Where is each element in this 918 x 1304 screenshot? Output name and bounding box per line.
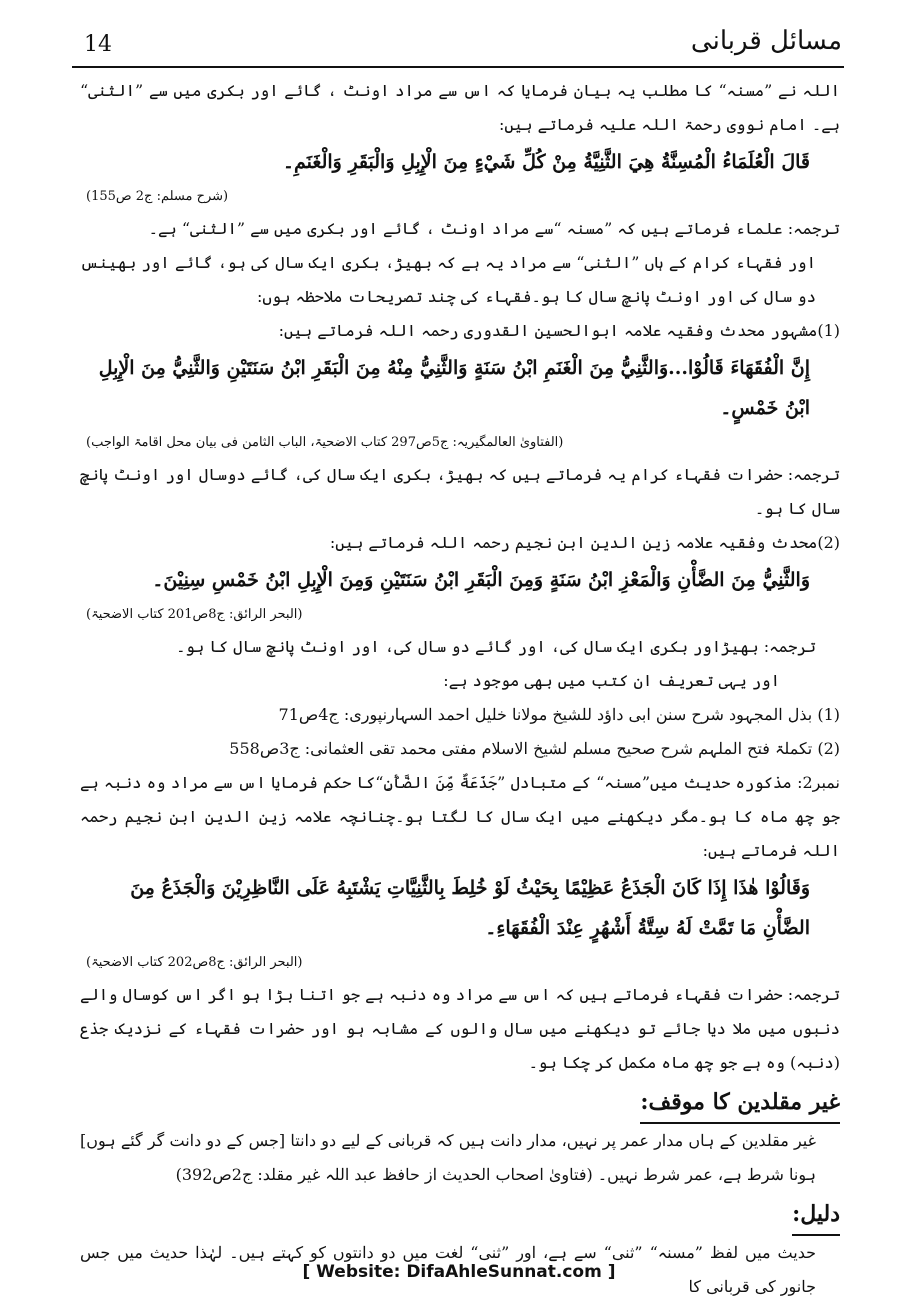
arabic-quote: وَقَالُوْا هٰذَا إِذَا كَانَ الْجَذَعُ عَظِيْمًا بِحَيْثُ لَوْ خُلِطَ بِالثَّنِيَّاتِ يَشْتَبِهُ عَلَى النَّاظِرِيْنَ وَالْجَذَعُ مِنَ الضَّأْنِ مَا تَمَّتْ لَهُ سِتَّةُ أَشْهُرٍ عِنْدَ الْفُقَهَاءِ۔ bbox=[130, 877, 810, 939]
paragraph: ترجمہ: علماء فرماتے ہیں کہ ”مسنہ “سے مراد اونٹ ، گائے اور بکری میں سے ”الثنی“ ہے۔ bbox=[148, 219, 840, 238]
reference: (البحر الرائق: ج8ص201 کتاب الاضحیۃ) bbox=[86, 607, 303, 622]
paragraph: ترجمہ: بھیڑاور بکری ایک سال کی، اور گائے دو سال کی، اور اونٹ پانچ سال کا ہو۔ bbox=[176, 637, 816, 656]
header-divider bbox=[72, 66, 844, 68]
section-heading: دلیل: bbox=[792, 1194, 840, 1236]
paragraph: (1)مشہور محدث وفقیہ علامہ ابوالحسین القدوری رحمہ اللہ فرماتے ہیں: bbox=[278, 321, 840, 340]
page-number: 14 bbox=[84, 32, 112, 57]
paragraph: اللہ نے ”مسنہ“ کا مطلب یہ بیان فرمایا کہ اس سے مراد اونٹ ، گائے اور بکری میں سے ”الثنی“ ہے۔ امام نووی رحمۃ اللہ علیہ فرماتے ہیں: bbox=[80, 81, 840, 134]
paragraph: (2)محدث وفقیہ علامہ زین الدین ابن نجیم رحمہ اللہ فرماتے ہیں: bbox=[329, 533, 840, 552]
section-heading: غیر مقلدین کا موقف: bbox=[640, 1082, 840, 1124]
reference: (الفتاویٰ العالمگیریہ: ج5ص297 کتاب الاضحیۃ، الباب الثامن فی بیان محل اقامۃ الواجب) bbox=[86, 435, 564, 450]
paragraph: حدیث میں لفظ ”مسنہ“ ”ثنی“ سے ہے، اور ”ثنی“ لغت میں دو دانتوں کو کہتے ہیں۔ لہٰذا حدیث میں جس جانور کی قربانی کا bbox=[80, 1243, 816, 1296]
page-header bbox=[72, 22, 844, 62]
section-heading-wrap bbox=[80, 1192, 840, 1236]
list-item: (1) بذل المجہود شرح سنن ابی داؤد للشیخ مولانا خلیل احمد السہارنپوری: ج4ص71 bbox=[278, 705, 840, 724]
page-body bbox=[80, 74, 840, 1304]
arabic-quote: وَالثَّنِيُّ مِنَ الضَّأْنِ وَالْمَعْزِ ابْنُ سَنَةٍ وَمِنَ الْبَقَرِ ابْنُ سَنَتَيْنِ وَمِنَ الْإِبِلِ ابْنُ خَمْسِ سِنِيْنَ۔ bbox=[152, 569, 810, 591]
arabic-quote: قَالَ الْعُلَمَاءُ الْمُسِنَّةُ هِيَ الثَّنِيَّةُ مِنْ كُلِّ شَيْءٍ مِنَ الْإِبِلِ وَالْبَقَرِ وَالْغَنَمِ۔ bbox=[282, 151, 810, 173]
paragraph: نمبر2: مذکورہ حدیث میں”مسنہ“ کے متبادل ”جَذَعَةٌ مِّنَ الضَّأْنِ“کا حکم فرمایا اس سے مراد وہ دنبہ ہے جو چھ ماہ کا ہو۔مگر دیکھنے میں ایک سال کا لگتا ہو۔چنانچہ علامہ زین الدین ابن نجیم رحمہ اللہ فرماتے ہیں: bbox=[80, 773, 840, 860]
reference: (البحر الرائق: ج8ص202 کتاب الاضحیۃ) bbox=[86, 955, 303, 970]
website-footer: [ Website: DifaAhleSunnat.com ] bbox=[302, 1262, 616, 1282]
section-heading-wrap bbox=[80, 1080, 840, 1124]
paragraph: ترجمہ: حضرات فقہاء کرام یہ فرماتے ہیں کہ بھیڑ، بکری ایک سال کی، گائے دوسال اور اونٹ پانچ سال کا ہو۔ bbox=[80, 465, 840, 518]
paragraph: اور یہی تعریف ان کتب میں بھی موجود ہے: bbox=[443, 671, 780, 690]
arabic-quote: إِنَّ الْفُقَهَاءَ قَالُوْا...وَالثَّنِيُّ مِنَ الْغَنَمِ ابْنُ سَنَةٍ وَالثَّنِيُّ مِنْهُ مِنَ الْبَقَرِ ابْنُ سَنَتَيْنِ وَالثَّنِيُّ مِنَ الْإِبِلِ ابْنُ خَمْسٍ۔ bbox=[98, 357, 810, 419]
paragraph: ترجمہ: حضرات فقہاء فرماتے ہیں کہ اس سے مراد وہ دنبہ ہے جو اتنا بڑا ہو اگر اس کوسال والے دنبوں میں ملا دیا جائے تو دیکھنے میں سال والوں کے مشابہ ہو اور حضرات فقہاء کے نزدیک جذع (دنبہ) وہ ہے جو چھ ماہ مکمل کر چکا ہو۔ bbox=[80, 985, 840, 1072]
list-item: (2) تکملۃ فتح الملہم شرح صحیح مسلم لشیخ الاسلام مفتی محمد تقی العثمانی: ج3ص558 bbox=[229, 739, 840, 758]
paragraph: اور فقہاء کرام کے ہاں ”الثنی“ سے مراد یہ ہے کہ بھیڑ، بکری ایک سال کی ہو، گائے اور بھینس دو سال کی اور اونٹ پانچ سال کا ہو۔فقہاء کی چند تصریحات ملاحظہ ہوں: bbox=[80, 253, 816, 306]
paragraph: غیر مقلدین کے ہاں مدار عمر پر نہیں، مدار دانت ہیں کہ قربانی کے لیے دو دانتا [جس کے دو دانت گر گئے ہوں] ہونا شرط ہے، عمر شرط نہیں۔ (فتاویٰ اصحاب الحدیث از حافظ عبد اللہ غیر مقلد: ج2ص392) bbox=[80, 1131, 816, 1184]
reference: (شرح مسلم: ج2 ص155) bbox=[86, 189, 229, 204]
book-title: مسائل قربانی bbox=[690, 26, 842, 56]
